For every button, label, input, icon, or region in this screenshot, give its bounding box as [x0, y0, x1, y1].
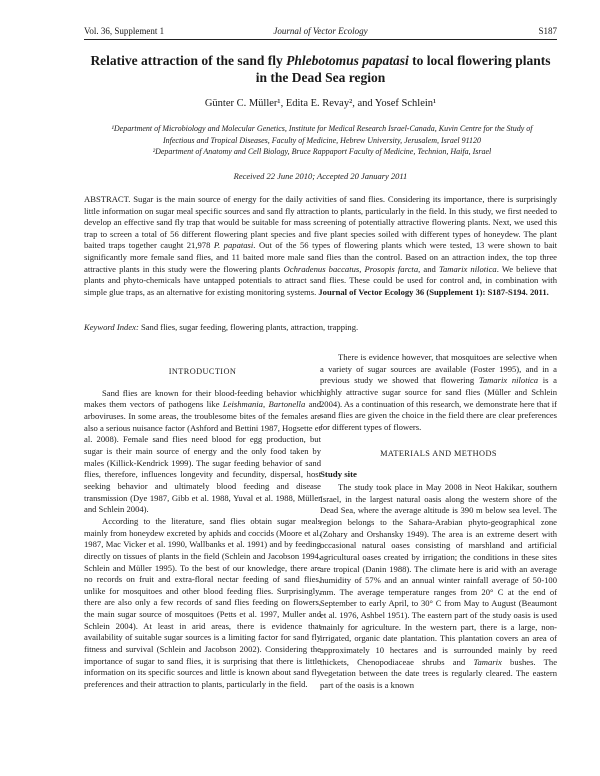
volume-info: Vol. 36, Supplement 1 — [84, 26, 165, 36]
keyword-list: Sand flies, sugar feeding, flowering plants, attraction, trapping. — [138, 322, 359, 332]
intro-paragraph-1: Sand flies are known for their blood-feeding behavior which makes them vectors of pathogens like Leishmania, Bartonella and arboviruses. In some areas, the troublesome bites of the females are also a serious nuisance factor (Ashford and Bettini 1987, Hogsette et al. 2008). Female sand flies need blood for egg production, but sugar is their main source of energy and the only food taken by males (Killick-Kendrick 1999). The sugar feeding behavior of sand flies, therefore, influences longevity and fecundity, dispersal, host seeking behavior and ultimately blood feeding and disease transmission (Dye 1987, Gibb et al. 1988, Yuval et al. 1988, Müller and Schlein 2004). — [84, 387, 321, 515]
right-column — [320, 352, 557, 692]
article-title: Relative attraction of the sand fly Phlebotomus papatasi to local flowering plants in the Dead Sea region — [90, 53, 551, 85]
section-heading-methods: MATERIALS AND METHODS — [380, 448, 497, 458]
page-number: S187 — [538, 26, 557, 36]
affiliations — [96, 123, 548, 158]
affiliation-1: ¹Department of Microbiology and Molecular Genetics, Institute for Medical Research Israel-Canada, Kuvin Centre for the Study of Infectious and Tropical Diseases, Faculty of Medicine, Hebrew University, Jerusalem, Israel 91120 — [111, 124, 533, 145]
header-rule — [84, 39, 557, 40]
received-accepted-dates: Received 22 June 2010; Accepted 20 January 2011 — [233, 171, 408, 181]
keyword-index — [84, 322, 557, 334]
left-column — [84, 352, 321, 691]
abstract: ABSTRACT. Sugar is the main source of energy for the daily activities of sand flies. Considering its importance, there is surprisingly little information on sugar meal specific sources and sand fly attraction to plants, particularly in the field. In this study, we first needed to develop an effective sand fly trap that would be suitable for mass screening of potentially attractive flowering plants. Next, we used this trap to screen a total of 56 different flowering plant species and five plant species soiled with different types of honeydew. The plant baited traps together caught 21,978 P. papatasi. Out of the 56 types of flowering plants which were tested, 13 were shown to bait significantly more female sand flies, and 11 baited more male sand flies than the control. Based on an attraction index, the top three attractive plants in this study were the flowering plants Ochradenus baccatus, Prosopis farcta, and Tamarix nilotica. We believe that plants and phyto-chemicals have untapped potentials to attract sand flies. These could be used for control and, in combination with simple glue traps, as an alternative for existing monitoring systems. Journal of Vector Ecology 36 (Supplement 1): S187-S194. 2011. — [84, 194, 558, 297]
authors: Günter C. Müller¹, Edita E. Revay², and Yosef Schlein¹ — [204, 98, 437, 109]
keyword-label: Keyword Index: — [84, 322, 139, 332]
citation: Journal of Vector Ecology 36 (Supplement 1): S187-S194. 2011. — [318, 286, 549, 297]
journal-name: Journal of Vector Ecology — [273, 26, 368, 36]
intro-paragraph-3: There is evidence however, that mosquitoes are selective when a variety of sugar sources are available (Foster 1995), and in a previous study we showed that flowering Tamarix nilotica is a highly attractive sugar source for sand flies (Müller and Schlein 2004). As a continuation of this research, we demonstrate here that if sand flies are given the choice in the field there are clear preferences for different types of flowers. — [320, 352, 557, 432]
title-species: Phlebotomus papatasi — [286, 53, 409, 68]
subheading-study-site: Study site — [320, 469, 357, 480]
section-heading-introduction: INTRODUCTION — [168, 367, 237, 376]
study-site-paragraph: The study took place in May 2008 in Neot Hakikar, southern Israel, in the largest natural oasis along the western shore of the Dead Sea, where the average altitude is 390 m below sea level. The region belongs to the Sahara-Arabian phyto-geographical zone (Zohary and Orshansky 1949). The area is an extreme desert with occasional natural oases consisting of marshland and artificial agricultural oases created by irrigation; the conditions in these sites are tropical (Danin 1988). The climate here is arid with an average humidity of 57% and an annual winter rainfall average of 50-100 mm. The average temperature ranges from 20° C at the end of September to early April, to 30° C from May to August (Beaumont et al. 1976, Ashbel 1951). The eastern part of the study oasis is used mainly for agriculture. In the western part, there is a large, non-irrigated, organic date plantation. This plantation covers an area of approximately 10 hectares and is surrounded mainly by reed thickets, Chenopodiaceae shrubs and Tamarix bushes. The vegetation between the date trees is regularly cleared. The eastern part of the oasis is a known — [320, 481, 558, 691]
intro-paragraph-2: According to the literature, sand flies obtain sugar meals mainly from honeydew excreted by aphids and coccids (Moore et al. 1987, Mac Vicker et al. 1990, Wallbanks et al. 1991) and by feeding directly on tissues of plants in the field (Schlein and Jacobson 1994, Schlein and Müller 1995). To the best of our knowledge, there are no records on fruit and extra-floral nectar feeding of sand flies, unlike for mosquitoes and other blood feeding flies. Surprisingly, there are also only a few records of sand flies feeding on flowers, the main sugar source of mosquitoes (Petts et al. 1997, Muller and Schlein 2004). At least in arid areas, there is evidence that availability of suitable sugar sources is a limiting factor for sand fly fitness and survival (Schlein and Jacobson 2002). Considering the importance of sugar to sand flies, it is surprising that there is little information on its specific sources and little is known about sand fly preferences and their attraction to plants, particularly in the field. — [84, 515, 321, 690]
affiliation-2: ²Department of Anatomy and Cell Biology, Bruce Rappaport Faculty of Medicine, Technion, Haifa, Israel — [152, 147, 492, 156]
